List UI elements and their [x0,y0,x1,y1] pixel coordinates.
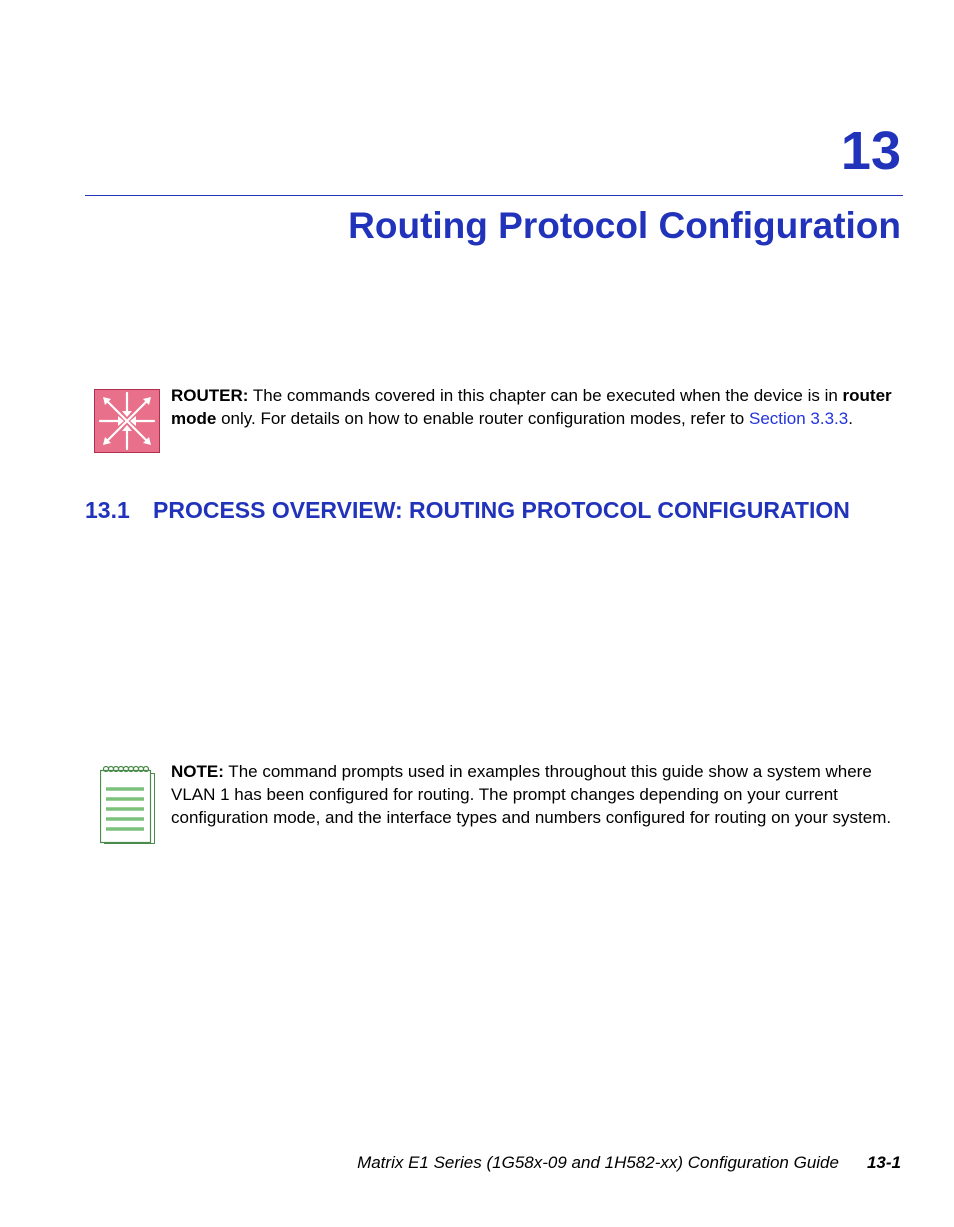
router-text-3: . [848,409,853,428]
router-callout [171,384,903,430]
page-number: 13-1 [866,1153,901,1172]
router-icon [94,389,160,453]
router-text-2: only. For details on how to enable router configuration modes, refer to [216,409,749,428]
router-mode-phrase: router mode [171,386,892,428]
note-callout [171,760,903,829]
chapter-divider [85,195,903,196]
section-number: 13.1 [85,497,130,523]
note-text: The command prompts used in examples throughout this guide show a system where VLAN 1 has been configured for routing. The prompt changes depending on your current configuration mode, and the interface types and numbers configured for routing on your system. [171,762,892,827]
router-text-1: The commands covered in this chapter can be executed when the device is in [248,386,843,405]
page-footer [357,1153,901,1173]
section-title: PROCESS OVERVIEW: ROUTING PROTOCOL CONFIGURATION [153,497,850,523]
section-heading [85,497,850,525]
chapter-title: Routing Protocol Configuration [348,205,901,246]
chapter-number: 13 [840,121,901,181]
section-link[interactable]: Section 3.3.3 [749,409,849,428]
guide-title: Matrix E1 Series (1G58x-09 and 1H582-xx) Configuration Guide [357,1153,839,1172]
notepad-icon [100,765,156,845]
router-label: ROUTER: [171,386,249,405]
note-label: NOTE: [171,762,224,781]
